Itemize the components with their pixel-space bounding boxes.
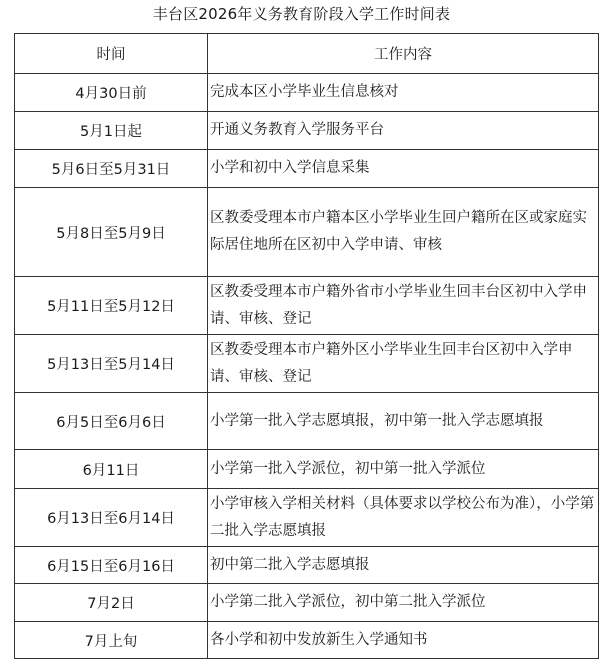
table-header-row <box>15 34 599 74</box>
time-cell: 5月6日至5月31日 <box>15 150 208 188</box>
schedule-table <box>14 33 599 659</box>
table-row <box>15 112 599 150</box>
time-cell: 5月13日至5月14日 <box>15 335 208 393</box>
table-row <box>15 450 599 489</box>
table-row <box>15 335 599 393</box>
table-row <box>15 584 599 622</box>
table-row <box>15 150 599 188</box>
table-row <box>15 74 599 112</box>
table-row <box>15 622 599 659</box>
work-cell: 开通义务教育入学服务平台 <box>208 112 599 150</box>
time-cell: 6月15日至6月16日 <box>15 547 208 584</box>
work-cell: 小学第二批入学派位，初中第二批入学派位 <box>208 584 599 622</box>
column-header-work: 工作内容 <box>208 34 599 74</box>
page-title: 丰台区2026年义务教育阶段入学工作时间表 <box>152 5 451 23</box>
work-cell: 小学审核入学相关材料（具体要求以学校公布为准），小学第二批入学志愿填报 <box>208 489 599 547</box>
time-cell: 5月11日至5月12日 <box>15 277 208 335</box>
time-cell: 6月13日至6月14日 <box>15 489 208 547</box>
table-row <box>15 393 599 450</box>
work-cell: 小学第一批入学派位，初中第一批入学派位 <box>208 450 599 489</box>
work-cell: 区教委受理本市户籍外区小学毕业生回丰台区初中入学申请、审核、登记 <box>208 335 599 393</box>
table-row <box>15 547 599 584</box>
work-cell: 区教委受理本市户籍本区小学毕业生回户籍所在区或家庭实际居住地所在区初中入学申请、审核 <box>208 188 599 277</box>
work-cell: 初中第二批入学志愿填报 <box>208 547 599 584</box>
work-cell: 完成本区小学毕业生信息核对 <box>208 74 599 112</box>
time-cell: 6月11日 <box>15 450 208 489</box>
time-cell: 6月5日至6月6日 <box>15 393 208 450</box>
work-cell: 区教委受理本市户籍外省市小学毕业生回丰台区初中入学申请、审核、登记 <box>208 277 599 335</box>
table-row <box>15 277 599 335</box>
time-cell: 7月上旬 <box>15 622 208 659</box>
time-cell: 4月30日前 <box>15 74 208 112</box>
work-cell: 各小学和初中发放新生入学通知书 <box>208 622 599 659</box>
time-cell: 5月8日至5月9日 <box>15 188 208 277</box>
table-row <box>15 188 599 277</box>
work-cell: 小学第一批入学志愿填报，初中第一批入学志愿填报 <box>208 393 599 450</box>
column-header-time: 时间 <box>15 34 208 74</box>
table-row <box>15 489 599 547</box>
work-cell: 小学和初中入学信息采集 <box>208 150 599 188</box>
time-cell: 7月2日 <box>15 584 208 622</box>
time-cell: 5月1日起 <box>15 112 208 150</box>
